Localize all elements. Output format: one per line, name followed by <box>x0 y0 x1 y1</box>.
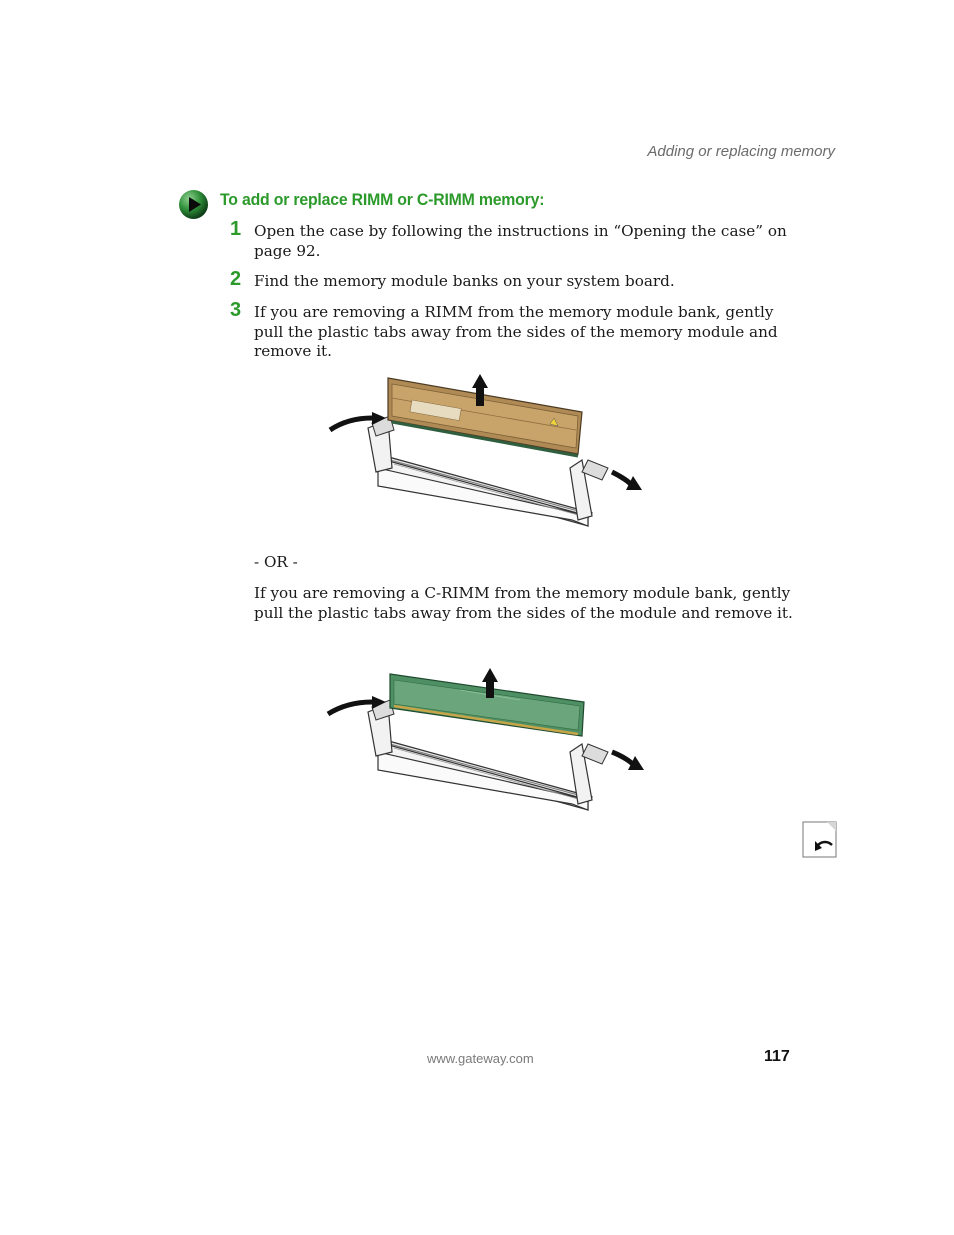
alternate-text: If you are removing a C-RIMM from the memory module bank, gently pull the plastic tabs away from the sides of the module and remove it. <box>254 584 793 622</box>
left-clip <box>368 416 394 472</box>
page-turn-icon[interactable] <box>802 821 837 858</box>
memory-slot <box>378 740 592 810</box>
procedure-title: To add or replace RIMM or C-RIMM memory: <box>220 190 545 209</box>
step-number: 3 <box>230 299 242 321</box>
right-pull-arrow-icon <box>612 472 642 490</box>
or-separator: - OR - <box>254 553 298 571</box>
memory-slot <box>378 456 592 526</box>
page-number: 117 <box>764 1048 790 1065</box>
step-text: Open the case by following the instructions in “Opening the case” on page 92. <box>254 222 787 260</box>
running-header: Adding or replacing memory <box>647 143 835 160</box>
step-text: If you are removing a RIMM from the memory module bank, gently pull the plastic tabs away from the sides of the memory module and remove it. <box>254 303 778 360</box>
page-url-link[interactable]: www.gateway.com <box>427 1051 534 1066</box>
rimm-removal-illustration <box>320 368 650 530</box>
rimm-module <box>388 378 582 456</box>
procedure-arrow-icon <box>178 189 209 220</box>
right-pull-arrow-icon <box>612 752 644 770</box>
step-text: Find the memory module banks on your system board. <box>254 272 675 290</box>
step-number: 2 <box>230 268 242 290</box>
step-number: 1 <box>230 218 242 240</box>
c-rimm-removal-illustration <box>320 652 650 812</box>
